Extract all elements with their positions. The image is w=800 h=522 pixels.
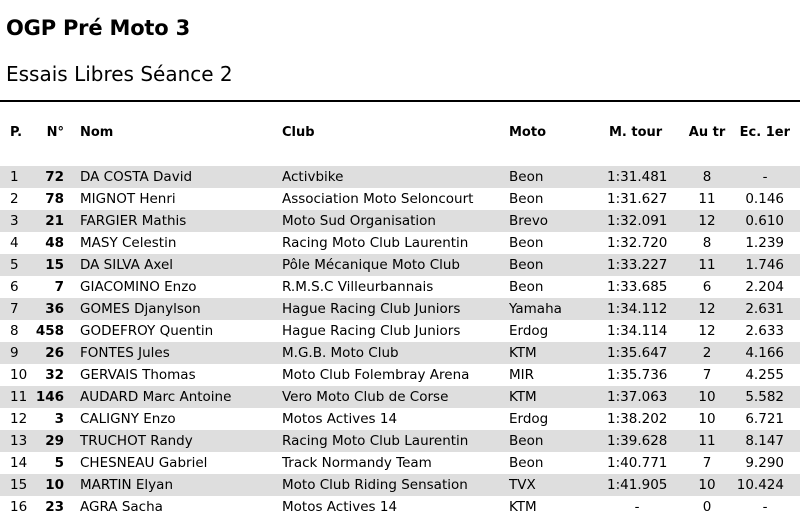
number-cell: 29 bbox=[45, 433, 64, 449]
number-cell: 5 bbox=[54, 455, 64, 471]
name-cell: MASY Celestin bbox=[80, 235, 177, 251]
gap-cell: 5.582 bbox=[745, 389, 784, 405]
number-cell: 78 bbox=[45, 191, 64, 207]
moto-cell: Erdog bbox=[509, 411, 549, 427]
gap-cell: 10.424 bbox=[736, 477, 784, 493]
moto-cell: KTM bbox=[509, 499, 537, 515]
header-position: P. bbox=[10, 125, 23, 140]
lap-number-cell: 10 bbox=[698, 389, 716, 405]
page-title: OGP Pré Moto 3 bbox=[6, 16, 191, 40]
name-cell: DA SILVA Axel bbox=[80, 257, 174, 273]
header-moto: Moto bbox=[509, 125, 547, 140]
lap-number-cell: 8 bbox=[702, 169, 712, 185]
club-cell: Hague Racing Club Juniors bbox=[282, 301, 461, 317]
position-cell: 16 bbox=[10, 499, 28, 515]
club-cell: R.M.S.C Villeurbannais bbox=[282, 279, 434, 295]
table-row bbox=[0, 474, 800, 496]
position-cell: 14 bbox=[10, 455, 28, 471]
table-header bbox=[0, 123, 800, 143]
gap-cell: 0.146 bbox=[745, 191, 784, 207]
position-cell: 6 bbox=[10, 279, 19, 295]
number-cell: 23 bbox=[45, 499, 64, 515]
best-lap-cell: 1:37.063 bbox=[607, 389, 668, 405]
table-row bbox=[0, 210, 800, 232]
table-row bbox=[0, 408, 800, 430]
position-cell: 2 bbox=[10, 191, 19, 207]
gap-cell: 1.746 bbox=[745, 257, 784, 273]
table-row bbox=[0, 320, 800, 342]
header-name: Nom bbox=[80, 125, 114, 140]
gap-cell: 1.239 bbox=[745, 235, 784, 251]
gap-cell: - bbox=[762, 169, 768, 185]
header-number: N° bbox=[46, 125, 64, 140]
gap-cell: 2.633 bbox=[745, 323, 784, 339]
club-cell: M.G.B. Moto Club bbox=[282, 345, 399, 361]
best-lap-cell: 1:33.685 bbox=[607, 279, 668, 295]
table-row bbox=[0, 364, 800, 386]
page-subtitle: Essais Libres Séance 2 bbox=[6, 62, 233, 86]
position-cell: 10 bbox=[10, 367, 28, 383]
lap-number-cell: 8 bbox=[702, 235, 712, 251]
position-cell: 11 bbox=[10, 389, 28, 405]
club-cell: Moto Club Folembray Arena bbox=[282, 367, 470, 383]
results-table bbox=[0, 166, 800, 518]
table-row bbox=[0, 496, 800, 518]
club-cell: Motos Actives 14 bbox=[282, 411, 398, 427]
table-row bbox=[0, 342, 800, 364]
lap-number-cell: 10 bbox=[698, 411, 716, 427]
best-lap-cell: 1:41.905 bbox=[607, 477, 668, 493]
name-cell: MARTIN Elyan bbox=[80, 477, 173, 493]
name-cell: TRUCHOT Randy bbox=[80, 433, 193, 449]
number-cell: 32 bbox=[45, 367, 64, 383]
number-cell: 3 bbox=[54, 411, 64, 427]
position-cell: 7 bbox=[10, 301, 19, 317]
gap-cell: 2.631 bbox=[745, 301, 784, 317]
club-cell: Racing Moto Club Laurentin bbox=[282, 235, 469, 251]
lap-number-cell: 0 bbox=[702, 499, 712, 515]
gap-cell: 0.610 bbox=[745, 213, 784, 229]
club-cell: Moto Club Riding Sensation bbox=[282, 477, 468, 493]
header-lap-number: Au tr bbox=[688, 125, 726, 140]
name-cell: AGRA Sacha bbox=[80, 499, 163, 515]
club-cell: Motos Actives 14 bbox=[282, 499, 398, 515]
header-gap: Ec. 1er bbox=[739, 125, 790, 140]
best-lap-cell: 1:34.112 bbox=[607, 301, 668, 317]
moto-cell: KTM bbox=[509, 389, 537, 405]
name-cell: GODEFROY Quentin bbox=[80, 323, 214, 339]
best-lap-cell: 1:38.202 bbox=[607, 411, 668, 427]
gap-cell: 9.290 bbox=[745, 455, 784, 471]
name-cell: GERVAIS Thomas bbox=[80, 367, 196, 383]
position-cell: 9 bbox=[10, 345, 19, 361]
gap-cell: - bbox=[762, 499, 768, 515]
club-cell: Vero Moto Club de Corse bbox=[282, 389, 449, 405]
name-cell: FARGIER Mathis bbox=[80, 213, 187, 229]
name-cell: GIACOMINO Enzo bbox=[80, 279, 197, 295]
table-row bbox=[0, 298, 800, 320]
lap-number-cell: 11 bbox=[698, 191, 716, 207]
header-club: Club bbox=[282, 125, 315, 140]
number-cell: 48 bbox=[45, 235, 64, 251]
name-cell: FONTES Jules bbox=[80, 345, 170, 361]
table-row bbox=[0, 188, 800, 210]
best-lap-cell: 1:32.091 bbox=[607, 213, 668, 229]
table-row bbox=[0, 254, 800, 276]
moto-cell: Beon bbox=[509, 191, 544, 207]
name-cell: GOMES Djanylson bbox=[80, 301, 201, 317]
best-lap-cell: 1:39.628 bbox=[607, 433, 668, 449]
name-cell: DA COSTA David bbox=[80, 169, 193, 185]
header-best-lap: M. tour bbox=[609, 125, 663, 140]
table-row bbox=[0, 430, 800, 452]
best-lap-cell: 1:40.771 bbox=[607, 455, 668, 471]
moto-cell: Beon bbox=[509, 235, 544, 251]
header-divider bbox=[0, 100, 800, 102]
moto-cell: MIR bbox=[509, 367, 535, 383]
number-cell: 36 bbox=[45, 301, 64, 317]
club-cell: Pôle Mécanique Moto Club bbox=[282, 257, 460, 273]
moto-cell: Beon bbox=[509, 279, 544, 295]
number-cell: 21 bbox=[45, 213, 64, 229]
name-cell: MIGNOT Henri bbox=[80, 191, 176, 207]
best-lap-cell: 1:31.627 bbox=[607, 191, 668, 207]
position-cell: 3 bbox=[10, 213, 19, 229]
table-row bbox=[0, 166, 800, 188]
club-cell: Track Normandy Team bbox=[282, 455, 432, 471]
table-row bbox=[0, 276, 800, 298]
number-cell: 7 bbox=[54, 279, 64, 295]
moto-cell: TVX bbox=[509, 477, 536, 493]
lap-number-cell: 7 bbox=[702, 367, 712, 383]
gap-cell: 4.166 bbox=[745, 345, 784, 361]
number-cell: 146 bbox=[35, 389, 64, 405]
name-cell: AUDARD Marc Antoine bbox=[80, 389, 232, 405]
moto-cell: Beon bbox=[509, 169, 544, 185]
lap-number-cell: 10 bbox=[698, 477, 716, 493]
moto-cell: KTM bbox=[509, 345, 537, 361]
best-lap-cell: 1:35.736 bbox=[607, 367, 668, 383]
position-cell: 13 bbox=[10, 433, 28, 449]
position-cell: 12 bbox=[10, 411, 28, 427]
moto-cell: Brevo bbox=[509, 213, 549, 229]
club-cell: Hague Racing Club Juniors bbox=[282, 323, 461, 339]
position-cell: 15 bbox=[10, 477, 28, 493]
moto-cell: Erdog bbox=[509, 323, 549, 339]
lap-number-cell: 7 bbox=[702, 455, 712, 471]
best-lap-cell: 1:32.720 bbox=[607, 235, 668, 251]
best-lap-cell: 1:33.227 bbox=[607, 257, 668, 273]
lap-number-cell: 12 bbox=[698, 213, 716, 229]
best-lap-cell: 1:35.647 bbox=[607, 345, 668, 361]
club-cell: Moto Sud Organisation bbox=[282, 213, 436, 229]
club-cell: Racing Moto Club Laurentin bbox=[282, 433, 469, 449]
number-cell: 72 bbox=[45, 169, 64, 185]
best-lap-cell: 1:31.481 bbox=[607, 169, 668, 185]
lap-number-cell: 12 bbox=[698, 323, 716, 339]
moto-cell: Beon bbox=[509, 257, 544, 273]
moto-cell: Beon bbox=[509, 455, 544, 471]
name-cell: CALIGNY Enzo bbox=[80, 411, 176, 427]
position-cell: 8 bbox=[10, 323, 19, 339]
table-row bbox=[0, 452, 800, 474]
lap-number-cell: 11 bbox=[698, 257, 716, 273]
number-cell: 458 bbox=[35, 323, 64, 339]
lap-number-cell: 11 bbox=[698, 433, 716, 449]
best-lap-cell: - bbox=[634, 499, 640, 515]
gap-cell: 8.147 bbox=[745, 433, 784, 449]
number-cell: 26 bbox=[45, 345, 64, 361]
lap-number-cell: 6 bbox=[702, 279, 712, 295]
club-cell: Activbike bbox=[282, 169, 344, 185]
position-cell: 5 bbox=[10, 257, 19, 273]
lap-number-cell: 12 bbox=[698, 301, 716, 317]
lap-number-cell: 2 bbox=[702, 345, 712, 361]
moto-cell: Yamaha bbox=[509, 301, 562, 317]
gap-cell: 6.721 bbox=[745, 411, 784, 427]
moto-cell: Beon bbox=[509, 433, 544, 449]
name-cell: CHESNEAU Gabriel bbox=[80, 455, 208, 471]
gap-cell: 2.204 bbox=[745, 279, 784, 295]
position-cell: 4 bbox=[10, 235, 19, 251]
table-row bbox=[0, 386, 800, 408]
gap-cell: 4.255 bbox=[745, 367, 784, 383]
position-cell: 1 bbox=[10, 169, 19, 185]
club-cell: Association Moto Seloncourt bbox=[282, 191, 474, 207]
number-cell: 15 bbox=[45, 257, 64, 273]
number-cell: 10 bbox=[45, 477, 64, 493]
best-lap-cell: 1:34.114 bbox=[607, 323, 668, 339]
table-row bbox=[0, 232, 800, 254]
